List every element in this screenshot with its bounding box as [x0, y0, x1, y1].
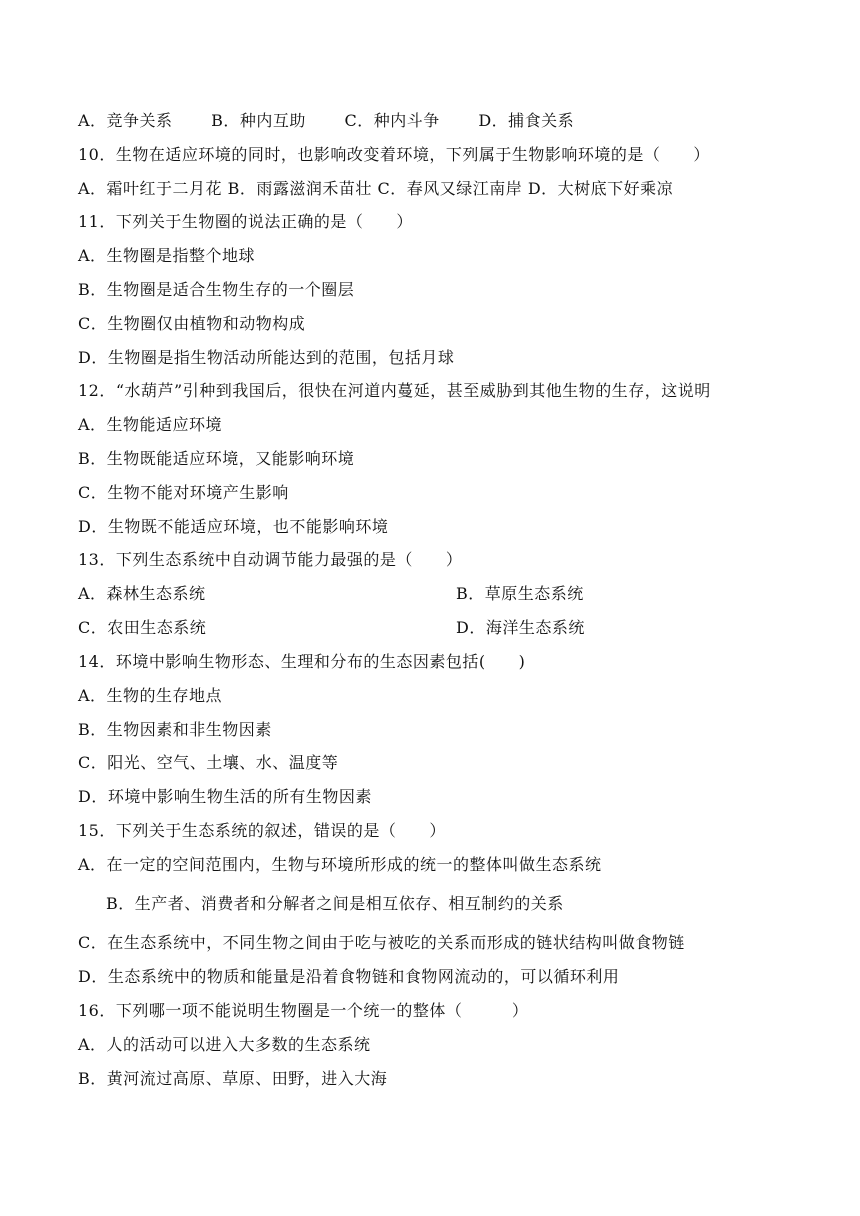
q14-option-a: A．生物的生存地点	[78, 686, 223, 705]
q11-option-b: B．生物圈是适合生物生存的一个圈层	[78, 280, 355, 299]
q13-option-c: C．农田生态系统	[78, 618, 207, 637]
q13-option-a: A．森林生态系统	[78, 584, 206, 603]
q15-option-c: C．在生态系统中，不同生物之间由于吃与被吃的关系而形成的链状结构叫做食物链	[78, 933, 685, 952]
q14-option-c: C．阳光、空气、土壤、水、温度等	[78, 753, 339, 772]
q12-stem: 12．“水葫芦”引种到我国后，很快在河道内蔓延，甚至威胁到其他生物的生存，这说明	[78, 381, 711, 400]
q16-option-b: B．黄河流过高原、草原、田野，进入大海	[78, 1069, 388, 1088]
q15-option-d: D．生态系统中的物质和能量是沿着食物链和食物网流动的，可以循环利用	[78, 967, 620, 986]
q13-option-d: D．海洋生态系统	[456, 618, 585, 637]
q16-option-a: A．人的活动可以进入大多数的生态系统	[78, 1035, 371, 1054]
q10-options: A．霜叶红于二月花 B．雨露滋润禾苗壮 C．春风又绿江南岸 D．大树底下好乘凉	[78, 179, 674, 198]
q12-option-b: B．生物既能适应环境，又能影响环境	[78, 449, 355, 468]
q11-stem: 11．下列关于生物圈的说法正确的是（ ）	[78, 212, 413, 231]
q15-option-b: B．生产者、消费者和分解者之间是相互依存、相互制约的关系	[106, 894, 564, 913]
q13-option-b: B．草原生态系统	[456, 584, 584, 603]
q12-option-a: A．生物能适应环境	[78, 415, 223, 434]
q11-option-d: D．生物圈是指生物活动所能达到的范围，包括月球	[78, 348, 455, 367]
q13-stem: 13．下列生态系统中自动调节能力最强的是（ ）	[78, 550, 463, 569]
q11-option-c: C．生物圈仅由植物和动物构成	[78, 314, 306, 333]
q11-option-a: A．生物圈是指整个地球	[78, 246, 256, 265]
q15-stem: 15．下列关于生态系统的叙述，错误的是（ ）	[78, 821, 446, 840]
q10-stem: 10．生物在适应环境的同时，也影响改变着环境，下列属于生物影响环境的是（ ）	[78, 145, 710, 164]
q14-option-b: B．生物因素和非生物因素	[78, 720, 272, 739]
q13-row1	[78, 584, 584, 604]
q12-option-d: D．生物既不能适应环境，也不能影响环境	[78, 517, 389, 536]
q16-stem: 16．下列哪一项不能说明生物圈是一个统一的整体（ ）	[78, 1001, 529, 1020]
q13-row2	[78, 618, 585, 638]
q9-options: A．竞争关系 B．种内互助 C．种内斗争 D．捕食关系	[78, 111, 575, 130]
q15-option-a: A．在一定的空间范围内，生物与环境所形成的统一的整体叫做生态系统	[78, 855, 602, 874]
q14-option-d: D．环境中影响生物生活的所有生物因素	[78, 787, 372, 806]
q12-option-c: C．生物不能对环境产生影响	[78, 483, 289, 502]
q14-stem: 14．环境中影响生物形态、生理和分布的生态因素包括( )	[78, 652, 526, 671]
